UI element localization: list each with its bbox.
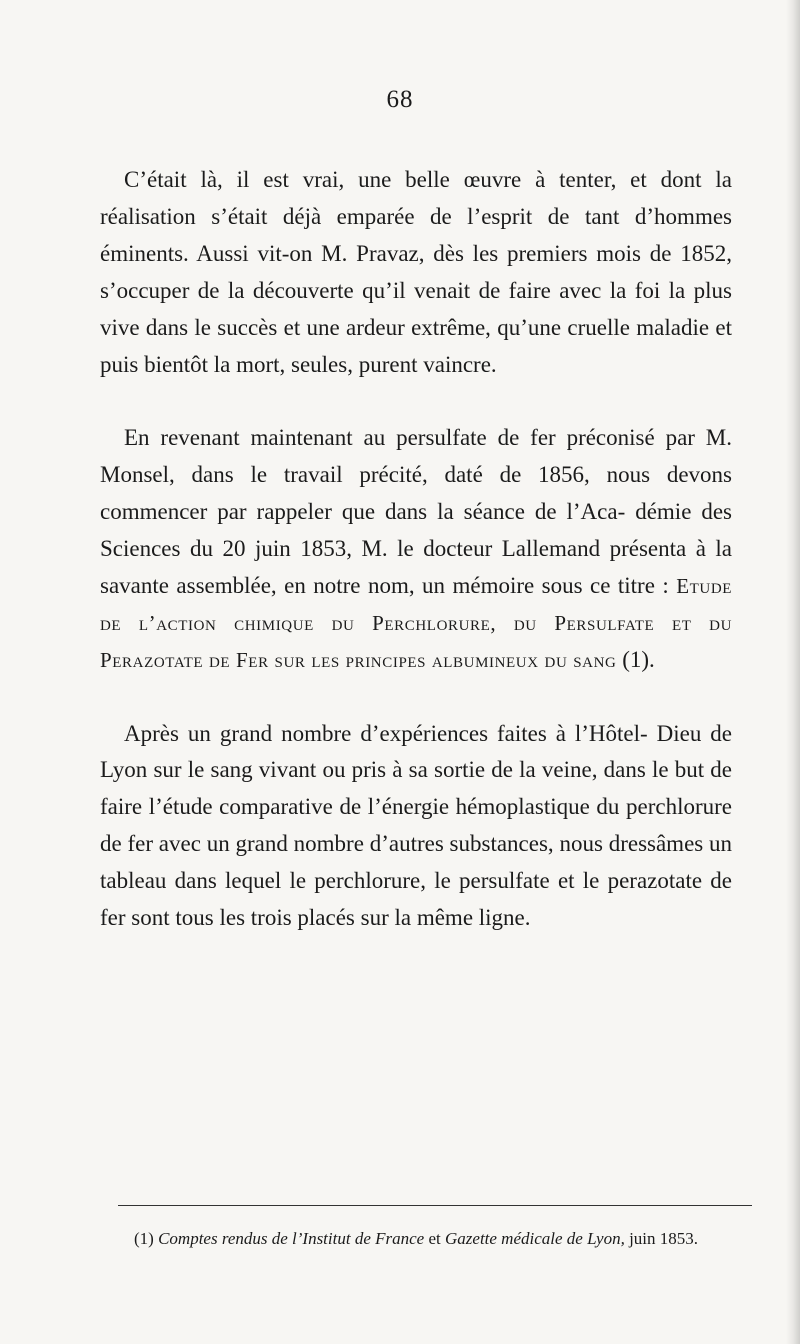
footnote-reference: (1). — [622, 646, 655, 672]
text-line: veine, dans le but de faire l’étude comparative de l’énergie — [100, 757, 732, 820]
text-line: présenta à la savante assemblée, en notre nom, un mémoire — [100, 536, 733, 598]
memoir-title-line-1: Etude de l’action chimique du Perchlorure, — [100, 573, 733, 635]
text-line: tous les trois placés sur la même ligne. — [175, 905, 531, 931]
footnote-source-2: Gazette médicale de Lyon, — [445, 1229, 625, 1248]
text-line: sous ce titre : — [541, 572, 669, 598]
text-line: la foi la plus vive dans le succès et une ardeur extrême, — [100, 277, 733, 340]
footnote-rule — [118, 1205, 752, 1206]
paragraph-1 — [100, 162, 732, 383]
memoir-title-line-3: albumineux du sang — [431, 647, 617, 672]
footnote-conjunction: et — [428, 1229, 441, 1248]
text-line: éminents. Aussi vit-on M. Pravaz, dès les premiers mois — [100, 240, 641, 266]
text-line: le perchlorure, le persulfate et le perazotate de fer sont — [100, 868, 733, 931]
footnote-source-1: Comptes rendus de l’Institut de France — [158, 1229, 425, 1248]
text-line: C’était là, il est vrai, une belle œuvre à tenter, et dont la — [124, 167, 732, 192]
body-text — [100, 162, 732, 937]
page-number: 68 — [386, 86, 414, 113]
memoir-title-line-2: du Persulfate et du Perazotate de Fer sur les principes — [100, 610, 733, 672]
text-line: de 1852, s’occuper de la découverte qu’il venait de faire avec — [100, 240, 732, 303]
text-line: devons commencer par rappeler que dans la séance de l’Aca- — [100, 462, 732, 525]
text-line: qu’une cruelle maladie et puis bientôt la mort, seules, purent — [100, 314, 732, 377]
text-line: Après un grand nombre d’expériences faites à l’Hôtel- — [124, 720, 648, 746]
text-line: vaincre. — [423, 351, 497, 377]
text-line: d’autres substances, nous dressâmes un tableau dans lequel — [100, 831, 733, 894]
footnote-marker: (1) — [134, 1229, 154, 1248]
text-line: En revenant maintenant au persulfate de fer préconisé — [124, 425, 655, 451]
text-line: réalisation s’était déjà emparée de l’esprit de tant d’hommes — [100, 203, 732, 229]
text-line: démie des Sciences du 20 juin 1853, M. le docteur Lallemand — [100, 499, 733, 562]
footnote-date: juin 1853. — [629, 1229, 699, 1248]
text-line: Dieu de Lyon sur le sang vivant ou pris à sa sortie de la — [100, 720, 733, 783]
page-edge-shadow — [786, 0, 800, 1344]
text-line: par M. Monsel, dans le travail précité, daté de 1856, nous — [100, 425, 733, 488]
text-line: hémoplastique du perchlorure de fer avec un grand nombre — [100, 794, 732, 857]
paragraph-3 — [100, 716, 732, 937]
footnote — [120, 1225, 732, 1253]
paragraph-2 — [100, 420, 732, 678]
